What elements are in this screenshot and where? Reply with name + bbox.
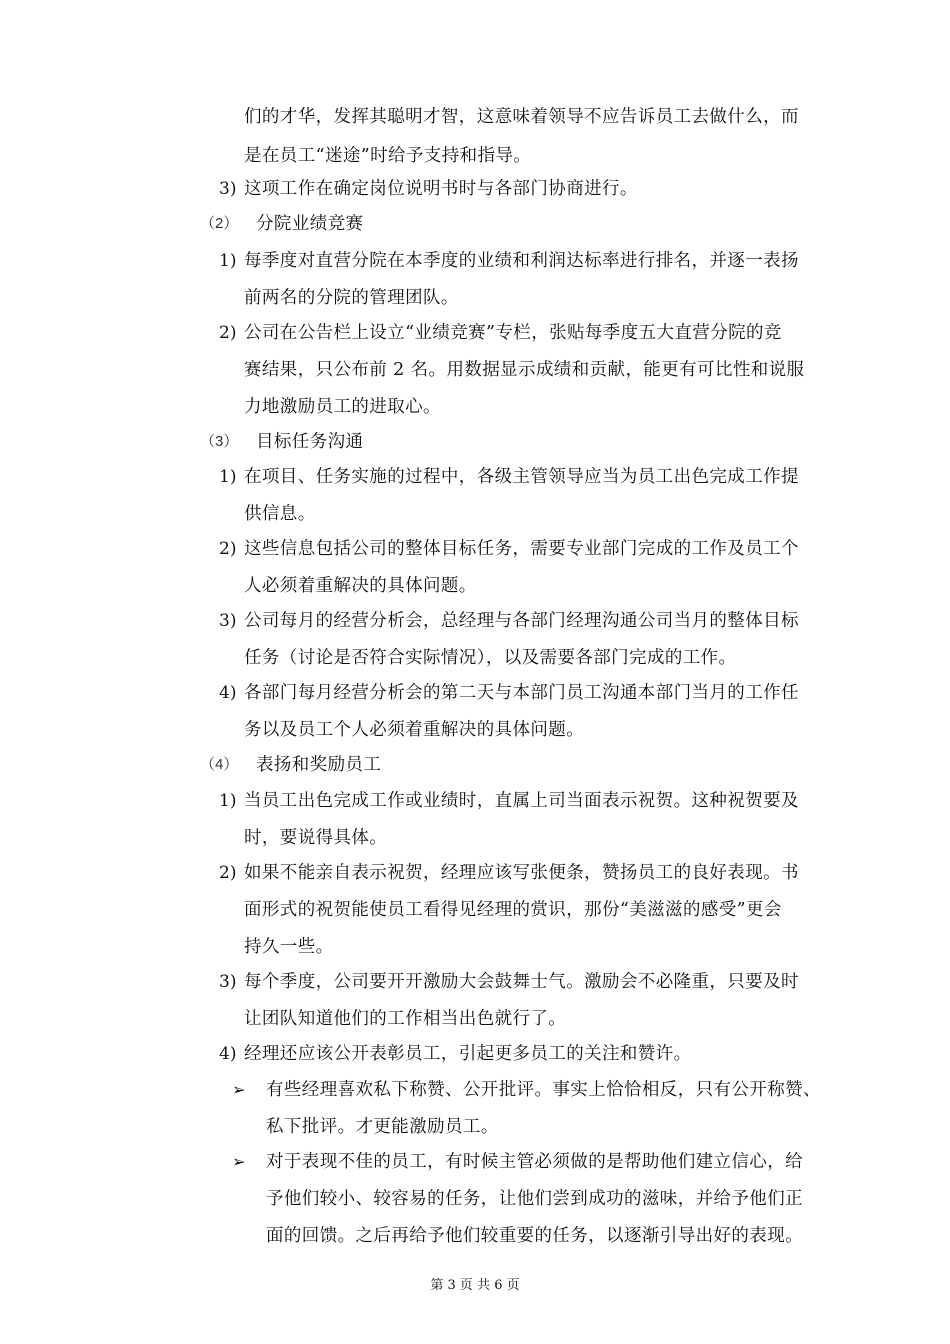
intro-line-1: 们的才华，发挥其聪明才智，这意味着领导不应告诉员工去做什么，而 [244, 107, 799, 127]
section-4-item-1-line-2: 时，要说得具体。 [244, 828, 388, 848]
section-2-item-1-marker: 1) [219, 251, 237, 271]
section-2-marker: （2） [200, 215, 239, 232]
bullet-1-line-1: 有些经理喜欢私下称赞、公开批评。事实上恰恰相反，只有公开称赞、 [266, 1080, 821, 1100]
section-3-item-2-line-1: 这些信息包括公司的整体目标任务，需要专业部门完成的工作及员工个 [244, 539, 799, 559]
section-3-item-1-line-2: 供信息。 [244, 504, 316, 524]
section-2-title: 分院业绩竞赛 [256, 214, 364, 234]
section-2-item-2-line-2: 赛结果，只公布前 2 名。用数据显示成绩和贡献，能更有可比性和说服 [244, 360, 805, 380]
section-3-item-2-line-2: 人必须着重解决的具体问题。 [244, 576, 477, 596]
section-3-item-4-line-2: 务以及员工个人必须着重解决的具体问题。 [244, 720, 585, 740]
section-4-item-1-marker: 1) [219, 791, 237, 811]
section-3-item-1-line-1: 在项目、任务实施的过程中，各级主管领导应当为员工出色完成工作提 [244, 467, 799, 487]
bullet-arrow-icon: ➢ [232, 1080, 246, 1099]
section-4-item-2-line-2: 面形式的祝贺能使员工看得见经理的赏识，那份“美滋滋的感受”更会 [244, 900, 782, 920]
bullet-1-line-2: 私下批评。才更能激励员工。 [266, 1117, 499, 1137]
section-4-item-4-line-1: 经理还应该公开表彰员工，引起更多员工的关注和赞许。 [244, 1044, 692, 1064]
bullet-arrow-icon: ➢ [232, 1152, 246, 1171]
section-2-item-2-line-1: 公司在公告栏上设立“业绩竞赛”专栏，张贴每季度五大直营分院的竞 [244, 323, 782, 343]
section-3-title: 目标任务沟通 [256, 432, 364, 452]
bullet-2-line-2: 予他们较小、较容易的任务，让他们尝到成功的滋味，并给予他们正 [266, 1189, 803, 1209]
section-4-item-3-marker: 3) [219, 972, 237, 992]
section-2-item-1-line-2: 前两名的分院的管理团队。 [244, 288, 459, 308]
section-2-item-2-marker: 2) [219, 323, 237, 343]
section-4-item-1-line-1: 当员工出色完成工作或业绩时，直属上司当面表示祝贺。这种祝贺要及 [244, 791, 799, 811]
section-3-marker: （3） [200, 433, 239, 450]
section-4-item-4-marker: 4) [219, 1044, 237, 1064]
section-3-item-3-line-2: 任务（讨论是否符合实际情况），以及需要各部门完成的工作。 [244, 648, 737, 668]
item-3-line-1: 这项工作在确定岗位说明书时与各部门协商进行。 [244, 179, 638, 199]
section-3-item-3-marker: 3) [219, 611, 237, 631]
section-4-item-3-line-1: 每个季度，公司要开开激励大会鼓舞士气。激励会不必隆重，只要及时 [244, 972, 799, 992]
section-2-item-1-line-1: 每季度对直营分院在本季度的业绩和利润达标率进行排名，并逐一表扬 [244, 251, 799, 271]
section-4-marker: （4） [200, 756, 239, 773]
item-marker: 3) [219, 179, 237, 199]
section-4-title: 表扬和奖励员工 [256, 755, 382, 775]
page-footer: 第 3 页 共 6 页 [430, 1278, 520, 1293]
section-4-item-2-line-1: 如果不能亲自表示祝贺，经理应该写张便条，赞扬员工的良好表现。书 [244, 863, 799, 883]
section-3-item-1-marker: 1) [219, 467, 237, 487]
section-4-item-2-line-3: 持久一些。 [244, 937, 334, 957]
section-2-item-2-line-3: 力地激励员工的进取心。 [244, 397, 441, 417]
section-4-item-3-line-2: 让团队知道他们的工作相当出色就行了。 [244, 1009, 567, 1029]
bullet-2-line-3: 面的回馈。之后再给予他们较重要的任务，以逐渐引导出好的表现。 [266, 1226, 803, 1246]
section-3-item-3-line-1: 公司每月的经营分析会，总经理与各部门经理沟通公司当月的整体目标 [244, 611, 799, 631]
section-3-item-4-line-1: 各部门每月经营分析会的第二天与本部门员工沟通本部门当月的工作任 [244, 683, 799, 703]
intro-line-2: 是在员工“迷途”时给予支持和指导。 [244, 146, 532, 166]
section-3-item-4-marker: 4) [219, 683, 237, 703]
bullet-2-line-1: 对于表现不佳的员工，有时候主管必须做的是帮助他们建立信心，给 [266, 1152, 803, 1172]
section-3-item-2-marker: 2) [219, 539, 237, 559]
section-4-item-2-marker: 2) [219, 863, 237, 883]
